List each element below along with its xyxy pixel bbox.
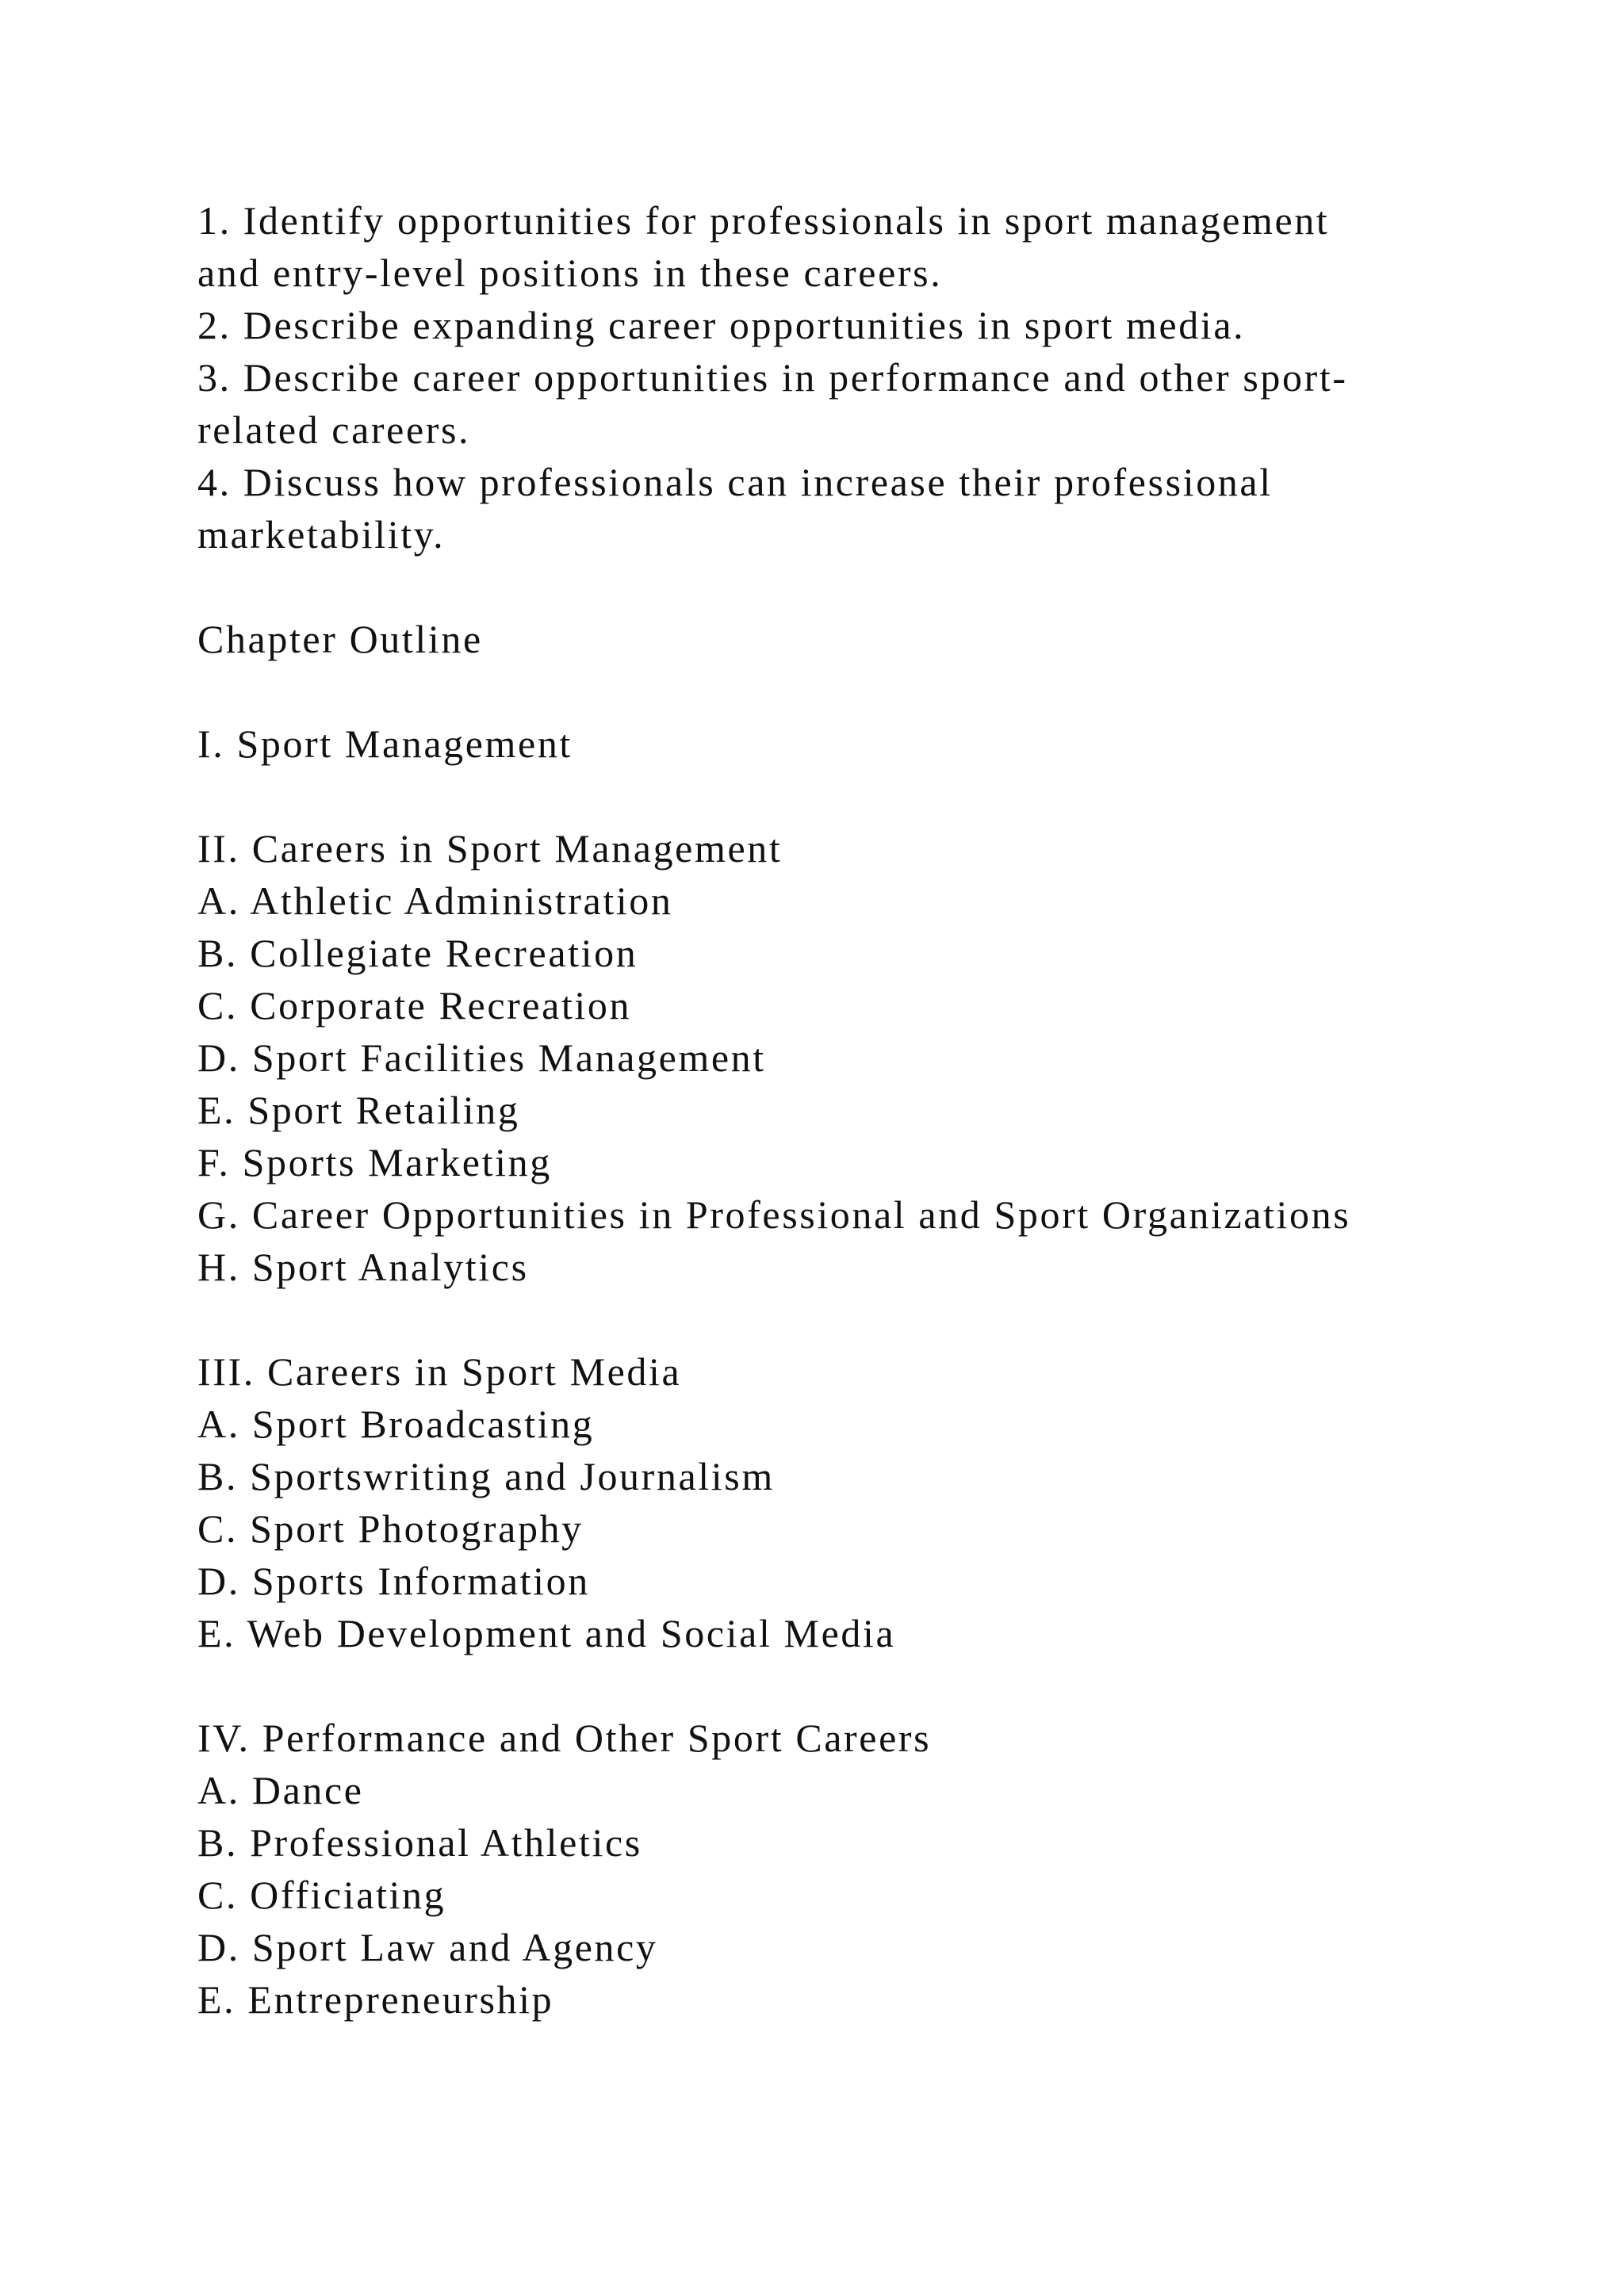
outline-section-3 [197,1345,1482,1659]
outline-item: E. Entrepreneurship [197,1977,554,2022]
outline-item: B. Collegiate Recreation [197,931,638,975]
outline-item: D. Sport Facilities Management [197,1035,766,1080]
outline-item: C. Sport Photography [197,1506,584,1551]
spacer [197,770,1482,822]
outline-item: C. Officiating [197,1873,446,1917]
document-body [197,194,1482,2026]
outline-item: D. Sports Information [197,1559,590,1603]
outline-item: F. Sports Marketing [197,1140,552,1184]
spacer [197,665,1482,718]
objective-line: 1. Identify opportunities for professionals in sport management [197,198,1330,243]
outline-item: H. Sport Analytics [197,1245,529,1289]
outline-item: E. Web Development and Social Media [197,1611,896,1655]
spacer [197,561,1482,613]
section-heading: IV. Performance and Other Sport Careers [197,1716,932,1760]
objective-line: 2. Describe expanding career opportunities in sport media. [197,303,1246,347]
spacer [197,1293,1482,1345]
outline-item: G. Career Opportunities in Professional and Sport Organizations [197,1192,1351,1237]
objective-line: related careers. [197,408,471,452]
objective-line: and entry-level positions in these careers. [197,251,943,295]
section-heading: I. Sport Management [197,721,573,766]
outline-section-1 [197,718,1482,770]
objective-line: marketability. [197,512,446,557]
outline-section-4 [197,1712,1482,2026]
outline-item: C. Corporate Recreation [197,983,632,1027]
objective-line: 4. Discuss how professionals can increase their professional [197,460,1273,504]
outline-item: B. Professional Athletics [197,1820,642,1865]
section-heading: II. Careers in Sport Management [197,826,783,871]
outline-item: A. Dance [197,1768,364,1812]
outline-item: D. Sport Law and Agency [197,1925,658,1969]
outline-section-2 [197,822,1482,1293]
learning-objectives [197,194,1482,561]
chapter-outline-heading: Chapter Outline [197,617,483,661]
outline-item: A. Sport Broadcasting [197,1402,595,1446]
spacer [197,1659,1482,1712]
objective-line: 3. Describe career opportunities in performance and other sport- [197,355,1348,400]
outline-item: A. Athletic Administration [197,878,673,923]
outline-item: B. Sportswriting and Journalism [197,1454,775,1498]
outline-item: E. Sport Retailing [197,1088,520,1132]
section-heading: III. Careers in Sport Media [197,1349,682,1394]
